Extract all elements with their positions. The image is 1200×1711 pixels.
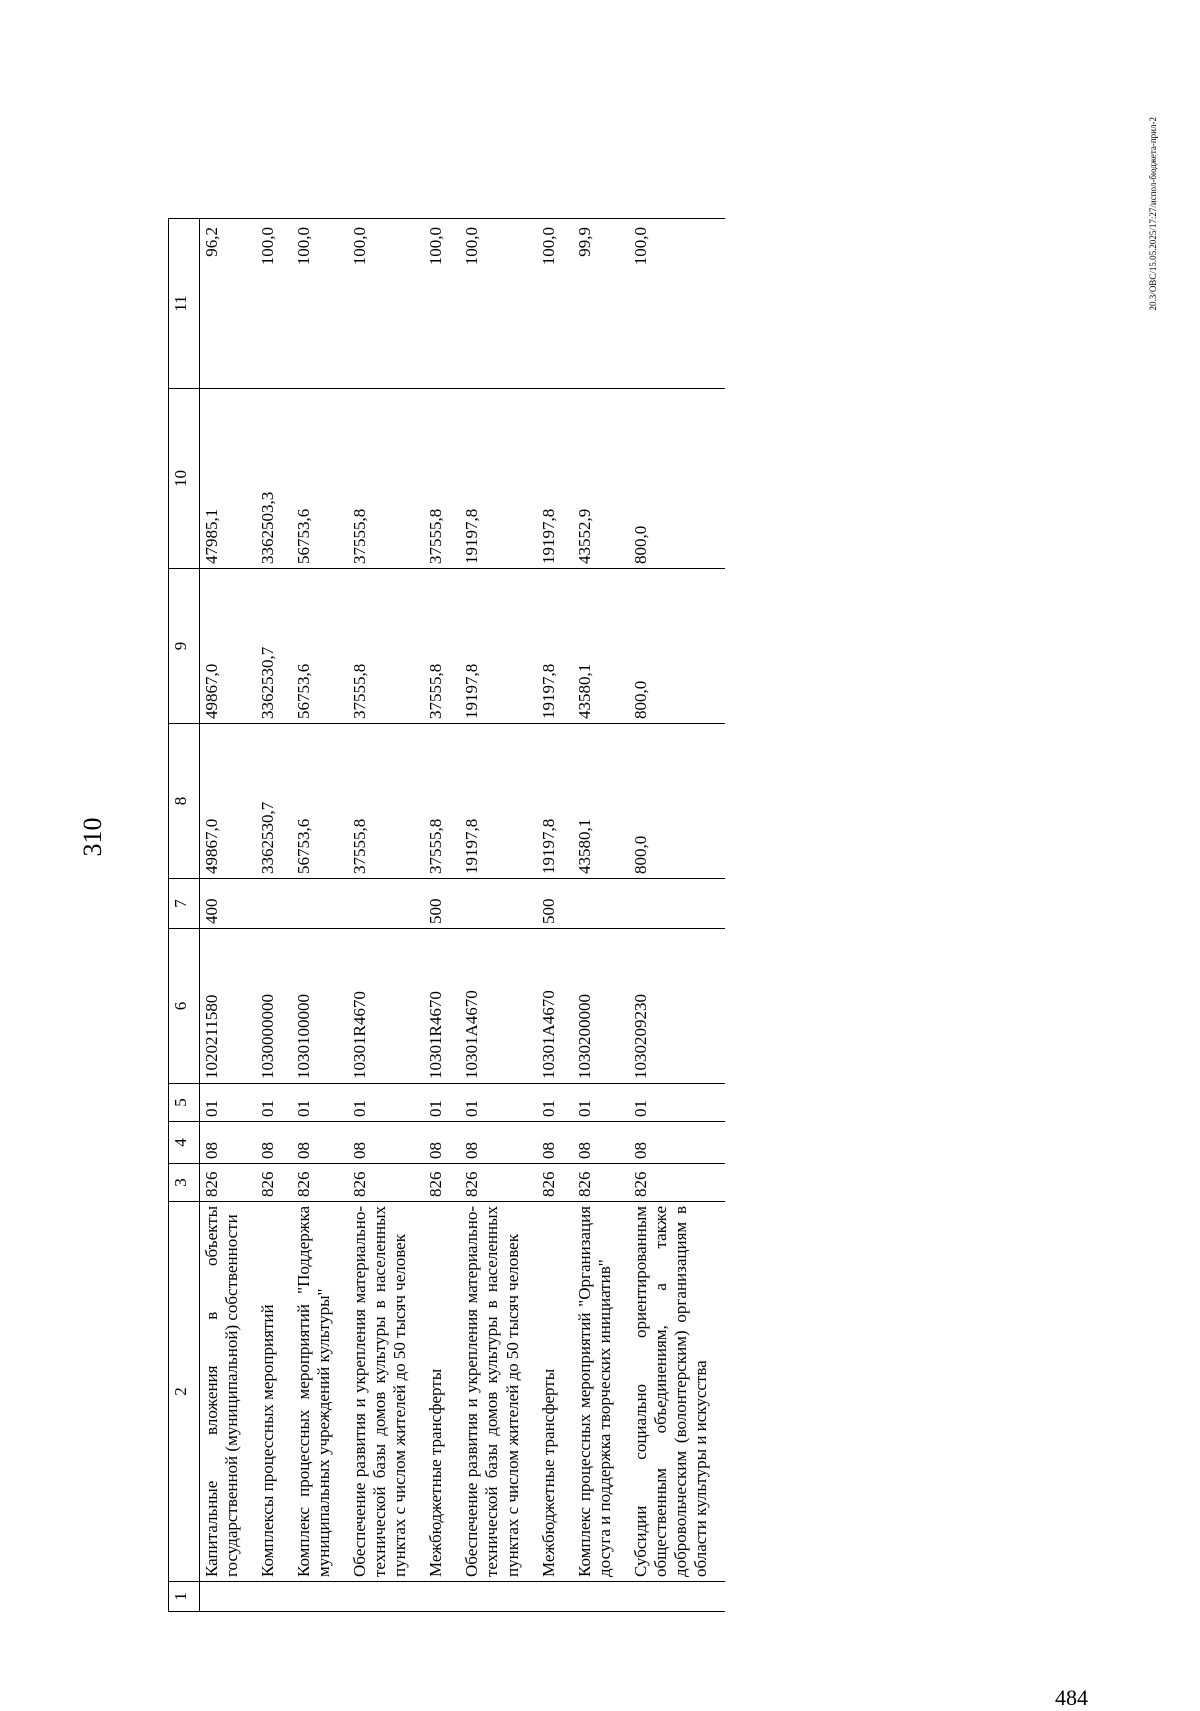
cell-col-5: 01 (200, 1084, 257, 1122)
cell-name: Межбюджетные трансферты (537, 1202, 573, 1582)
cell-col-6: 1030209230 (629, 929, 725, 1084)
header-col-7: 7 (169, 879, 200, 929)
cell-col-3: 826 (629, 1164, 725, 1202)
cell-col-11: 100,0 (537, 219, 573, 389)
cell-col-8: 43580,1 (573, 724, 629, 879)
cell-col-11: 100,0 (348, 219, 424, 389)
cell-col-7 (629, 879, 725, 929)
cell-col-9: 19197,8 (537, 569, 573, 724)
cell-col-5: 01 (460, 1084, 536, 1122)
header-col-9: 9 (169, 569, 200, 724)
cell-name: Капитальные вложения в объекты государственной (муниципальной) собственности (200, 1202, 257, 1582)
cell-col-8: 49867,0 (200, 724, 257, 879)
cell-col-8: 3362530,7 (256, 724, 292, 879)
cell-col-11: 96,2 (200, 219, 257, 389)
cell-col-10: 800,0 (629, 389, 725, 569)
table-row (629, 219, 725, 1612)
cell-col-1 (200, 1582, 257, 1612)
cell-name: Комплексы процессных мероприятий (256, 1202, 292, 1582)
cell-col-4: 08 (537, 1122, 573, 1164)
cell-name: Обеспечение развития и укрепления материально-технической базы домов культуры в населенных пунктах с числом жителей до 50 тысяч человек (460, 1202, 536, 1582)
cell-col-4: 08 (200, 1122, 257, 1164)
cell-name: Субсидии социально ориентированным общественным объединениям, а также добровольческим (волонтерским) организациям в области культуры и искусства (629, 1202, 725, 1582)
cell-col-5: 01 (348, 1084, 424, 1122)
header-col-5: 5 (169, 1084, 200, 1122)
cell-col-1 (537, 1582, 573, 1612)
cell-col-4: 08 (573, 1122, 629, 1164)
cell-col-8: 56753,6 (292, 724, 348, 879)
cell-col-9: 800,0 (629, 569, 725, 724)
table-row (460, 219, 536, 1612)
cell-col-7: 400 (200, 879, 257, 929)
cell-col-5: 01 (537, 1084, 573, 1122)
cell-col-3: 826 (573, 1164, 629, 1202)
cell-col-7 (348, 879, 424, 929)
cell-col-6: 10301R4670 (348, 929, 424, 1084)
cell-col-10: 43552,9 (573, 389, 629, 569)
cell-col-9: 43580,1 (573, 569, 629, 724)
table-row (348, 219, 424, 1612)
page-number-top: 310 (78, 817, 107, 857)
cell-name: Комплекс процессных мероприятий "Организация досуга и поддержка творческих инициатив" (573, 1202, 629, 1582)
cell-col-8: 19197,8 (537, 724, 573, 879)
table-body (200, 219, 725, 1612)
header-col-4: 4 (169, 1122, 200, 1164)
header-col-11: 11 (169, 219, 200, 389)
header-col-2: 2 (169, 1202, 200, 1582)
page-number-bottom: 484 (1055, 1685, 1088, 1710)
cell-col-8: 37555,8 (348, 724, 424, 879)
cell-col-4: 08 (348, 1122, 424, 1164)
cell-col-4: 08 (292, 1122, 348, 1164)
cell-col-1 (573, 1582, 629, 1612)
cell-col-6: 10301A4670 (460, 929, 536, 1084)
cell-col-7: 500 (537, 879, 573, 929)
cell-col-3: 826 (256, 1164, 292, 1202)
header-col-3: 3 (169, 1164, 200, 1202)
cell-col-4: 08 (460, 1122, 536, 1164)
table-header-row (169, 219, 200, 1612)
cell-col-10: 37555,8 (348, 389, 424, 569)
table-row (573, 219, 629, 1612)
cell-col-5: 01 (424, 1084, 460, 1122)
cell-col-1 (460, 1582, 536, 1612)
cell-col-7: 500 (424, 879, 460, 929)
header-col-1: 1 (169, 1582, 200, 1612)
cell-col-8: 19197,8 (460, 724, 536, 879)
cell-col-4: 08 (629, 1122, 725, 1164)
cell-col-5: 01 (292, 1084, 348, 1122)
cell-col-3: 826 (460, 1164, 536, 1202)
cell-col-11: 100,0 (629, 219, 725, 389)
cell-col-6: 1020211580 (200, 929, 257, 1084)
cell-col-9: 56753,6 (292, 569, 348, 724)
cell-col-3: 826 (424, 1164, 460, 1202)
cell-col-11: 99,9 (573, 219, 629, 389)
cell-col-1 (424, 1582, 460, 1612)
cell-col-11: 100,0 (292, 219, 348, 389)
budget-table (168, 218, 725, 1612)
cell-col-3: 826 (348, 1164, 424, 1202)
cell-name: Комплекс процессных мероприятий "Поддержка муниципальных учреждений культуры" (292, 1202, 348, 1582)
cell-col-3: 826 (292, 1164, 348, 1202)
cell-col-4: 08 (424, 1122, 460, 1164)
cell-col-1 (348, 1582, 424, 1612)
cell-col-7 (292, 879, 348, 929)
cell-col-4: 08 (256, 1122, 292, 1164)
cell-col-6: 1030200000 (573, 929, 629, 1084)
table-row (537, 219, 573, 1612)
cell-col-8: 800,0 (629, 724, 725, 879)
cell-col-7 (460, 879, 536, 929)
table-row (424, 219, 460, 1612)
cell-col-10: 37555,8 (424, 389, 460, 569)
cell-col-10: 19197,8 (460, 389, 536, 569)
cell-name: Обеспечение развития и укрепления материально-технической базы домов культуры в населенных пунктах с числом жителей до 50 тысяч человек (348, 1202, 424, 1582)
footer-document-code: 20.3/ОВС/15.05.2025/17:27/испол-бюджета-прил-2 (1148, 117, 1158, 311)
header-col-10: 10 (169, 389, 200, 569)
cell-col-11: 100,0 (424, 219, 460, 389)
cell-col-9: 19197,8 (460, 569, 536, 724)
cell-col-6: 10301R4670 (424, 929, 460, 1084)
cell-col-9: 37555,8 (348, 569, 424, 724)
cell-col-5: 01 (629, 1084, 725, 1122)
header-col-6: 6 (169, 929, 200, 1084)
cell-col-1 (629, 1582, 725, 1612)
cell-col-9: 37555,8 (424, 569, 460, 724)
cell-col-5: 01 (573, 1084, 629, 1122)
cell-col-3: 826 (537, 1164, 573, 1202)
cell-col-6: 10301A4670 (537, 929, 573, 1084)
cell-col-10: 19197,8 (537, 389, 573, 569)
cell-col-11: 100,0 (460, 219, 536, 389)
cell-col-9: 49867,0 (200, 569, 257, 724)
cell-col-7 (573, 879, 629, 929)
cell-col-9: 3362530,7 (256, 569, 292, 724)
header-col-8: 8 (169, 724, 200, 879)
cell-col-1 (256, 1582, 292, 1612)
cell-col-11: 100,0 (256, 219, 292, 389)
cell-col-10: 3362503,3 (256, 389, 292, 569)
rotated-page (0, 97, 1200, 1697)
cell-name: Межбюджетные трансферты (424, 1202, 460, 1582)
cell-col-8: 37555,8 (424, 724, 460, 879)
table-row (200, 219, 257, 1612)
cell-col-1 (292, 1582, 348, 1612)
cell-col-5: 01 (256, 1084, 292, 1122)
table-row (292, 219, 348, 1612)
cell-col-6: 1030100000 (292, 929, 348, 1084)
cell-col-10: 47985,1 (200, 389, 257, 569)
cell-col-3: 826 (200, 1164, 257, 1202)
table-row (256, 219, 292, 1612)
cell-col-6: 1030000000 (256, 929, 292, 1084)
cell-col-10: 56753,6 (292, 389, 348, 569)
cell-col-7 (256, 879, 292, 929)
